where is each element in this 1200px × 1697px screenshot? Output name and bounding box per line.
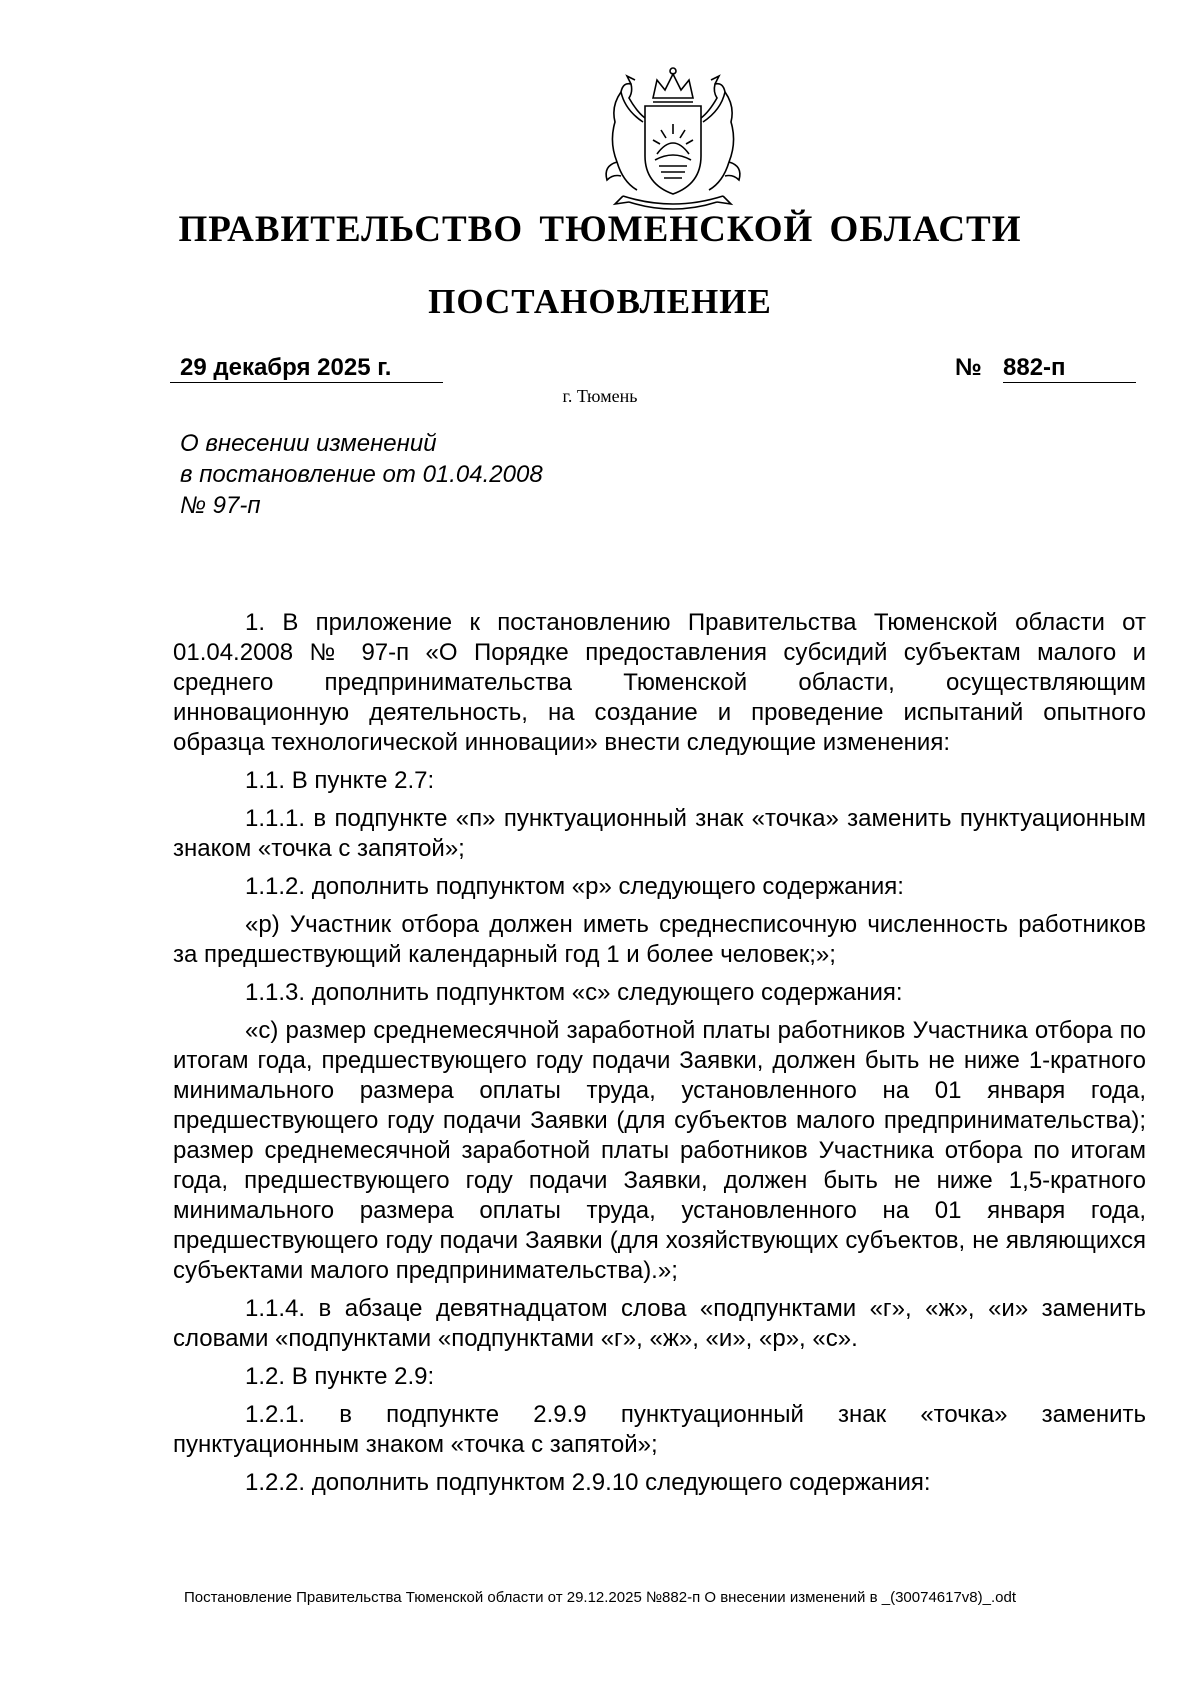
body-paragraph: 1.1.3. дополнить подпунктом «с» следующего содержания: xyxy=(245,979,903,1006)
body-paragraph: «с) размер среднемесячной заработной платы работников Участника отбора по итогам года, предшествующего году подачи Заявки, должен быть не ниже 1-кратного минимального размера оплаты труда, установленного на 01 января года, предшествующего году подачи Заявки (для субъектов малого предпринимательства); размер среднемесячной заработной платы работников Участника отбора по итогам года, предшествующего году подачи Заявки, должен быть не ниже 1,5-кратного минимального размера оплаты труда, установленного на 01 января года, предшествующего году подачи Заявки (для хозяйствующих субъектов, не являющихся субъектами малого предпринимательства).»; xyxy=(173,1017,1146,1284)
body-paragraph: 1.1. В пункте 2.7: xyxy=(245,767,435,794)
document-type-heading: ПОСТАНОВЛЕНИЕ xyxy=(428,282,772,321)
coat-of-arms-emblem xyxy=(593,62,753,214)
organization-title: ПРАВИТЕЛЬСТВО ТЮМЕНСКОЙ ОБЛАСТИ xyxy=(178,209,1022,250)
subject-line: в постановление от 01.04.2008 xyxy=(180,461,543,488)
body-paragraph: 1.2. В пункте 2.9: xyxy=(245,1363,435,1390)
body-paragraph: 1.2.2. дополнить подпунктом 2.9.10 следующего содержания: xyxy=(245,1469,931,1496)
document-body xyxy=(173,608,1146,1506)
body-paragraph: «р) Участник отбора должен иметь среднесписочную численность работников за предшествующий календарный год 1 и более человек;»; xyxy=(173,911,1146,968)
page-footer: Постановление Правительства Тюменской области от 29.12.2025 №882-п О внесении изменений в _(30074617v8)_.odt xyxy=(183,1589,1017,1606)
subject-line: О внесении изменений xyxy=(180,430,437,457)
body-paragraph: 1.1.4. в абзаце девятнадцатом слова «подпунктами «г», «ж», «и» заменить словами «подпунктами «подпунктами «г», «ж», «и», «р», «с». xyxy=(173,1295,1146,1352)
document-number: 882-п xyxy=(1003,354,1136,383)
document-date: 29 декабря 2025 г. xyxy=(170,354,443,383)
body-paragraph: 1.1.2. дополнить подпунктом «р» следующего содержания: xyxy=(245,873,904,900)
number-label: № xyxy=(955,354,982,381)
body-paragraph: 1.2.1. в подпункте 2.9.9 пунктуационный знак «точка» заменить пунктуационным знаком «точка с запятой»; xyxy=(173,1401,1146,1458)
subject-line: № 97-п xyxy=(180,492,261,519)
city-name: г. Тюмень xyxy=(562,386,638,406)
document-subject xyxy=(180,428,543,521)
body-paragraph: 1. В приложение к постановлению Правительства Тюменской области от 01.04.2008 № 97-п «О Порядке предоставления субсидий субъектам малого и среднего предпринимательства Тюменской области, осуществляющим инновационную деятельность, на создание и проведение испытаний опытного образца технологической инновации» внести следующие изменения: xyxy=(173,609,1146,756)
body-paragraph: 1.1.1. в подпункте «п» пунктуационный знак «точка» заменить пунктуационным знаком «точка с запятой»; xyxy=(173,805,1146,862)
